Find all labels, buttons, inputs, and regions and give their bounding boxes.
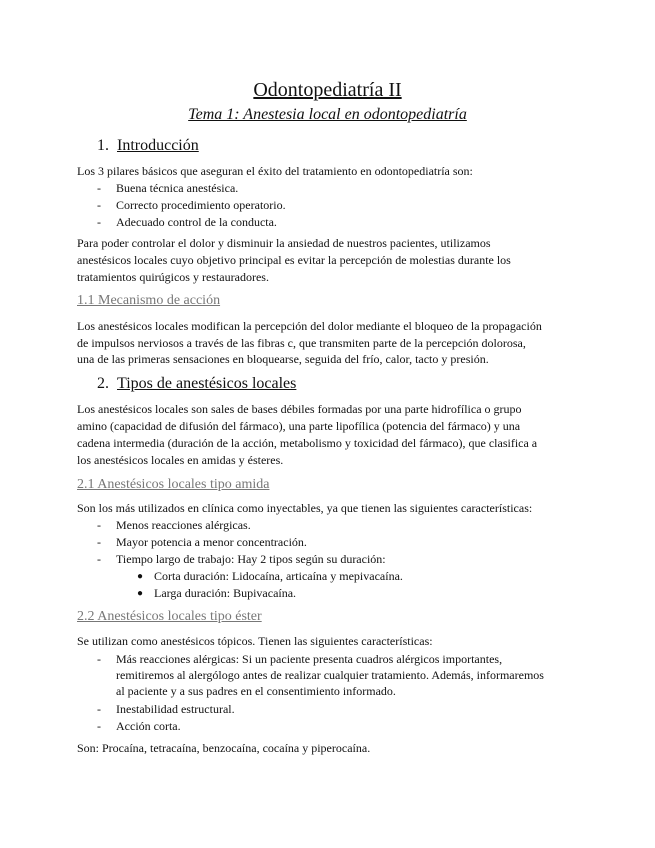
paragraph-line: Los anestésicos locales modifican la percepción del dolor mediante el bloqueo de la propagación <box>77 319 542 333</box>
subsection-heading: 2.2 Anestésicos locales tipo éster <box>77 609 262 624</box>
section-title: Tipos de anestésicos locales <box>117 375 297 392</box>
list-dash: - <box>97 198 101 212</box>
paragraph-line: Para poder controlar el dolor y disminuir la ansiedad de nuestros pacientes, utilizamos <box>77 236 491 250</box>
list-item: Buena técnica anestésica. <box>116 181 239 195</box>
subsection-heading: 1.1 Mecanismo de acción <box>77 293 221 308</box>
list-item: Adecuado control de la conducta. <box>116 215 277 229</box>
list-item: Mayor potencia a menor concentración. <box>116 535 307 549</box>
list-item-line: al paciente y a sus padres en el consentimiento informado. <box>116 684 396 698</box>
section-title: Introducción <box>117 137 199 154</box>
list-dash: - <box>97 518 101 532</box>
paragraph-line: los anestésicos locales en amidas y ésteres. <box>77 453 284 467</box>
paragraph: Son: Procaína, tetracaína, benzocaína, cocaína y piperocaína. <box>77 741 371 755</box>
paragraph: Se utilizan como anestésicos tópicos. Tienen las siguientes características: <box>77 634 433 648</box>
list-dash: - <box>97 181 101 195</box>
list-item: Correcto procedimiento operatorio. <box>116 198 286 212</box>
paragraph-line: tratamientos quirúgicos y restauradores. <box>77 270 269 284</box>
list-dash: - <box>97 535 101 549</box>
list-item: Inestabilidad estructural. <box>116 702 235 716</box>
document-title: Odontopediatría II <box>253 79 402 101</box>
sub-list-item: Larga duración: Bupivacaína. <box>154 586 297 600</box>
paragraph-line: una de las primeras sensaciones en bloquearse, seguida del frío, calor, tacto y presión. <box>77 352 489 366</box>
section-1-heading <box>97 137 199 155</box>
paragraph: Los 3 pilares básicos que aseguran el éxito del tratamiento en odontopediatría son: <box>77 164 473 178</box>
bullet-dot-icon: ● <box>137 571 144 582</box>
paragraph-line: cadena intermedia (duración de la acción, metabolismo y toxicidad del fármaco), que clasifica a <box>77 436 538 450</box>
list-item: Menos reacciones alérgicas. <box>116 518 251 532</box>
list-item: Tiempo largo de trabajo: Hay 2 tipos según su duración: <box>116 552 386 566</box>
paragraph-line: amino (capacidad de difusión del fármaco), una parte lipofílica (potencia del fármaco) y una <box>77 419 521 433</box>
list-dash: - <box>97 652 101 666</box>
section-number: 2. <box>97 375 109 392</box>
document-subtitle: Tema 1: Anestesia local en odontopediatría <box>188 106 467 123</box>
paragraph-line: Los anestésicos locales son sales de bases débiles formadas por una parte hidrofílica o grupo <box>77 402 522 416</box>
sub-list-item: Corta duración: Lidocaína, articaína y mepivacaína. <box>154 569 403 583</box>
paragraph: Son los más utilizados en clínica como inyectables, ya que tienen las siguientes características: <box>77 501 533 515</box>
section-2-heading <box>97 375 296 393</box>
list-item-line: Más reacciones alérgicas: Si un paciente presenta cuadros alérgicos importantes, <box>116 652 503 666</box>
list-item-line: remitiremos al alergólogo antes de realizar cualquier tratamiento. Además, informaremos <box>116 668 544 682</box>
paragraph-line: de impulsos nerviosos a través de las fibras c, que transmiten parte de la percepción dolorosa, <box>77 336 526 350</box>
list-item: Acción corta. <box>116 719 181 733</box>
paragraph-line: anestésicos locales cuyo objetivo principal es evitar la percepción de molestias durante los <box>77 253 511 267</box>
list-dash: - <box>97 719 101 733</box>
section-number: 1. <box>97 137 109 154</box>
list-dash: - <box>97 702 101 716</box>
subsection-heading: 2.1 Anestésicos locales tipo amida <box>77 477 270 492</box>
bullet-dot-icon: ● <box>137 588 144 599</box>
list-dash: - <box>97 552 101 566</box>
list-dash: - <box>97 215 101 229</box>
